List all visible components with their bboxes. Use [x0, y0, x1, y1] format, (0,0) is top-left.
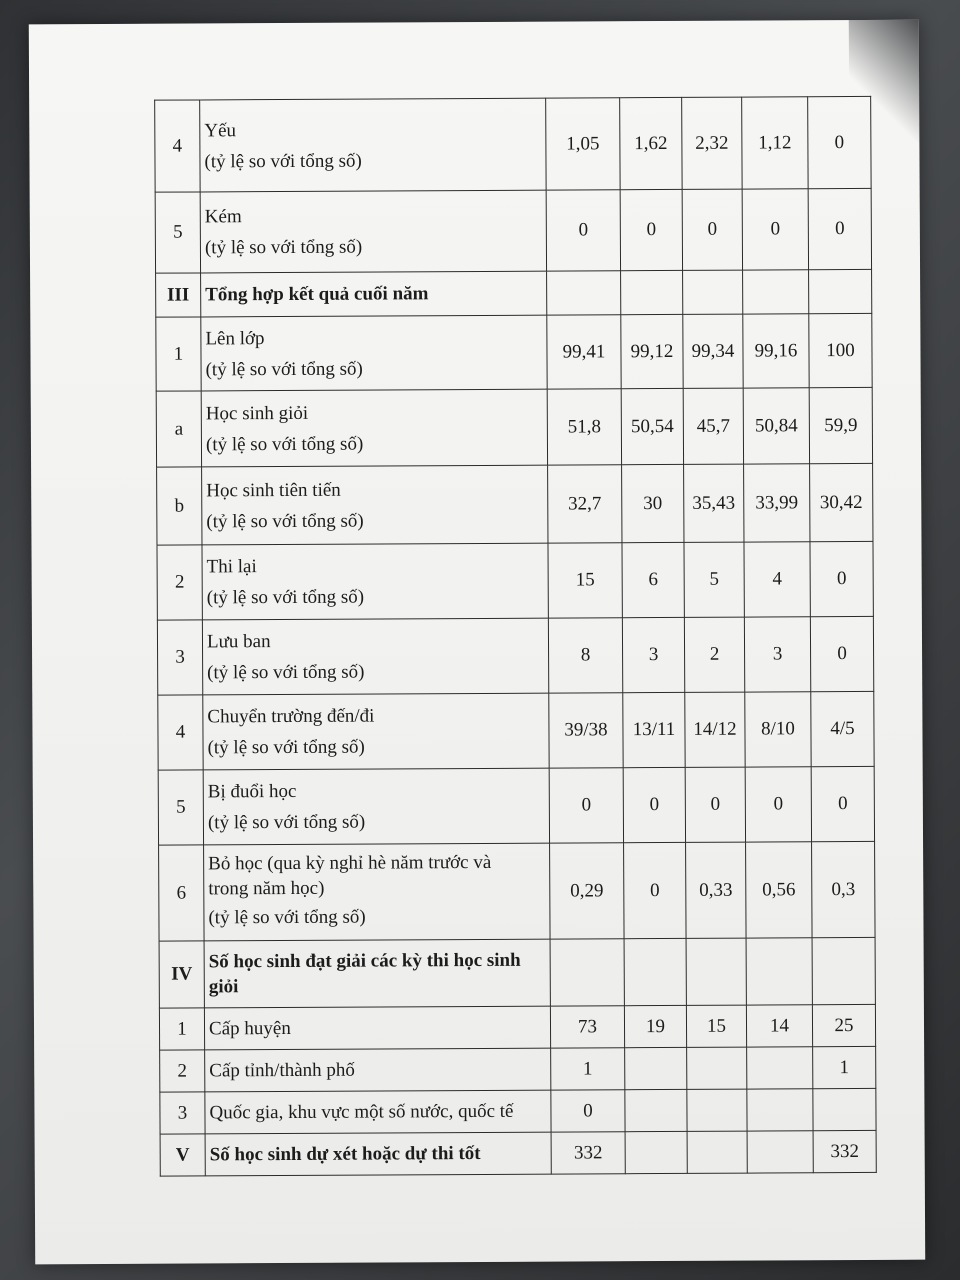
value-cell: 25	[812, 1004, 875, 1046]
value-cell: 1,12	[742, 97, 808, 189]
desc-line: Học sinh tiên tiến	[206, 479, 341, 501]
value-cell: 4	[744, 542, 810, 617]
desc-line: (tỷ lệ so với tổng số)	[207, 811, 366, 834]
value-cell: 39/38	[549, 693, 623, 768]
value-cell: 6	[622, 542, 684, 617]
row-number: 5	[155, 192, 200, 273]
value-cell	[686, 938, 746, 1005]
desc-line: Thi lại	[206, 556, 257, 578]
value-cell	[687, 1089, 747, 1131]
desc-line: (tỷ lệ so với tổng số)	[206, 510, 364, 532]
value-cell	[624, 938, 686, 1005]
value-cell: 14/12	[685, 692, 745, 767]
table-row	[159, 841, 875, 941]
desc-line: (tỷ lệ so với tổng số)	[207, 661, 365, 684]
value-cell: 8/10	[745, 692, 811, 767]
table-row	[155, 188, 871, 273]
value-cell	[747, 1047, 813, 1089]
value-cell: 332	[813, 1130, 876, 1172]
value-cell: 5	[684, 542, 744, 617]
row-number: 4	[155, 100, 200, 192]
desc-line: (tỷ lệ so với tổng số)	[205, 358, 363, 380]
value-cell: 0	[551, 1090, 625, 1132]
value-cell: 0,29	[550, 843, 625, 939]
desc-line: (tỷ lệ so với tổng số)	[204, 150, 362, 172]
row-number: 2	[157, 545, 202, 620]
row-number: 3	[157, 620, 202, 695]
value-cell: 50,54	[621, 388, 683, 464]
value-cell	[813, 1088, 876, 1130]
value-cell: 1	[813, 1046, 876, 1088]
row-description	[200, 190, 546, 273]
section-title	[201, 271, 547, 317]
section-title	[205, 1132, 551, 1176]
section-heading-row	[159, 937, 875, 1008]
table-row	[160, 1088, 876, 1134]
section-title	[204, 939, 550, 1008]
value-cell: 0,3	[812, 841, 876, 937]
value-cell: 99,41	[547, 315, 621, 389]
value-cell	[747, 1089, 813, 1131]
section-heading-row	[160, 1130, 876, 1176]
section-number: IV	[159, 941, 204, 1008]
row-description	[203, 768, 549, 845]
row-number: 1	[156, 317, 201, 391]
value-cell	[812, 937, 875, 1004]
value-cell: 0	[742, 189, 808, 270]
desc-line: Số học sinh đạt giải các kỳ thi học sinh	[208, 949, 521, 973]
value-cell: 1	[551, 1048, 625, 1090]
row-number: 1	[159, 1008, 204, 1050]
value-cell: 0	[685, 767, 745, 842]
row-number: 2	[160, 1050, 205, 1092]
table-row	[160, 1046, 876, 1092]
value-cell: 4/5	[811, 691, 874, 766]
value-cell	[550, 939, 624, 1006]
value-cell: 51,8	[547, 389, 621, 465]
value-cell: 35,43	[684, 464, 744, 542]
desc-line: Bị đuổi học	[207, 780, 297, 803]
table-row	[157, 541, 873, 620]
value-cell: 30	[622, 464, 684, 542]
section-number: V	[160, 1134, 205, 1176]
row-description	[200, 98, 546, 192]
value-cell	[625, 1047, 687, 1089]
value-cell: 0	[808, 96, 871, 188]
value-cell: 2,32	[682, 97, 742, 189]
desc-line: trong năm học)	[208, 877, 325, 899]
value-cell: 0	[745, 767, 811, 842]
value-cell: 0,33	[686, 842, 747, 938]
table-row	[155, 96, 871, 192]
value-cell: 32,7	[548, 465, 622, 543]
row-number: 3	[160, 1092, 205, 1134]
value-cell	[809, 269, 872, 313]
table-row	[157, 616, 873, 695]
desc-line: Chuyển trường đến/đi	[207, 705, 375, 728]
report-table	[154, 96, 877, 1177]
value-cell: 0	[623, 767, 685, 842]
desc-line: Bỏ học (qua kỳ nghỉ hè năm trước và	[208, 851, 492, 874]
value-cell	[683, 270, 743, 314]
desc-line: Số học sinh dự xét hoặc dự thi tốt	[209, 1142, 481, 1166]
value-cell: 0	[624, 842, 687, 938]
value-cell: 0	[810, 541, 873, 616]
value-cell	[687, 1047, 747, 1089]
table-row	[156, 313, 872, 391]
value-cell: 14	[746, 1005, 812, 1047]
row-number: 5	[158, 770, 203, 845]
value-cell: 2	[684, 617, 744, 692]
desc-line: Yếu	[204, 119, 237, 141]
row-description	[201, 389, 547, 467]
value-cell	[687, 1131, 747, 1173]
value-cell: 15	[548, 543, 622, 618]
table-row	[156, 387, 872, 467]
value-cell: 33,99	[744, 464, 810, 542]
row-description	[202, 618, 548, 695]
value-cell: 1,62	[620, 97, 682, 189]
table-row	[159, 1004, 875, 1050]
value-cell: 73	[550, 1006, 624, 1048]
value-cell: 30,42	[810, 463, 873, 541]
row-description	[202, 543, 548, 620]
desc-line: Lưu ban	[206, 631, 271, 653]
value-cell: 3	[744, 617, 810, 692]
row-number: 6	[159, 845, 205, 941]
table-row	[158, 691, 874, 770]
row-number: b	[157, 467, 202, 545]
row-number: 4	[158, 695, 203, 770]
paper-sheet	[29, 20, 925, 1265]
value-cell: 1,05	[546, 98, 620, 190]
value-cell: 0	[620, 189, 682, 270]
value-cell: 50,84	[743, 388, 809, 464]
value-cell: 99,34	[683, 314, 743, 388]
row-description	[205, 1090, 551, 1134]
value-cell	[621, 270, 683, 314]
value-cell	[625, 1131, 687, 1173]
desc-line: Kém	[204, 206, 242, 228]
section-number: III	[156, 273, 201, 317]
value-cell: 59,9	[809, 387, 872, 463]
value-cell: 19	[624, 1005, 686, 1047]
desc-line: Tổng hợp kết quả cuối năm	[205, 283, 429, 306]
desc-line: Lên lớp	[205, 327, 265, 349]
desc-line: giỏi	[208, 976, 239, 998]
value-cell: 332	[551, 1132, 625, 1174]
table-row	[158, 766, 874, 845]
value-cell: 13/11	[623, 692, 685, 767]
value-cell	[747, 1131, 813, 1173]
value-cell: 99,16	[743, 314, 809, 388]
desc-line: Học sinh giỏi	[205, 402, 309, 424]
section-heading-row	[156, 269, 872, 317]
value-cell	[746, 938, 812, 1005]
row-description	[203, 693, 549, 770]
value-cell: 0	[682, 189, 742, 270]
desc-line: (tỷ lệ so với tổng số)	[207, 736, 365, 759]
row-description	[204, 1006, 550, 1050]
desc-line: (tỷ lệ so với tổng số)	[206, 586, 365, 609]
value-cell: 0	[808, 188, 871, 269]
desc-line: Cấp huyện	[208, 1017, 291, 1040]
value-cell	[743, 270, 809, 314]
desc-line: (tỷ lệ so với tổng số)	[204, 236, 363, 259]
value-cell	[547, 271, 621, 315]
value-cell: 45,7	[683, 388, 743, 464]
value-cell: 0,56	[746, 842, 813, 938]
value-cell: 0	[546, 190, 620, 271]
value-cell: 99,12	[621, 314, 683, 388]
value-cell: 100	[809, 313, 872, 387]
desc-line: Cấp tỉnh/thành phố	[209, 1059, 355, 1082]
row-number: a	[156, 391, 201, 467]
row-description	[202, 465, 548, 545]
row-description	[205, 1048, 551, 1092]
value-cell: 0	[549, 768, 623, 843]
value-cell: 0	[811, 766, 874, 841]
row-description	[201, 315, 547, 391]
table-row	[157, 463, 873, 545]
desc-line: (tỷ lệ so với tổng số)	[205, 433, 364, 455]
value-cell	[625, 1089, 687, 1131]
value-cell: 0	[810, 616, 873, 691]
value-cell: 8	[548, 618, 622, 693]
value-cell: 3	[622, 617, 684, 692]
row-description	[204, 843, 550, 941]
desc-line: (tỷ lệ so với tổng số)	[208, 906, 366, 928]
value-cell: 15	[686, 1005, 746, 1047]
desc-line: Quốc gia, khu vực một số nước, quốc tế	[209, 1100, 514, 1124]
